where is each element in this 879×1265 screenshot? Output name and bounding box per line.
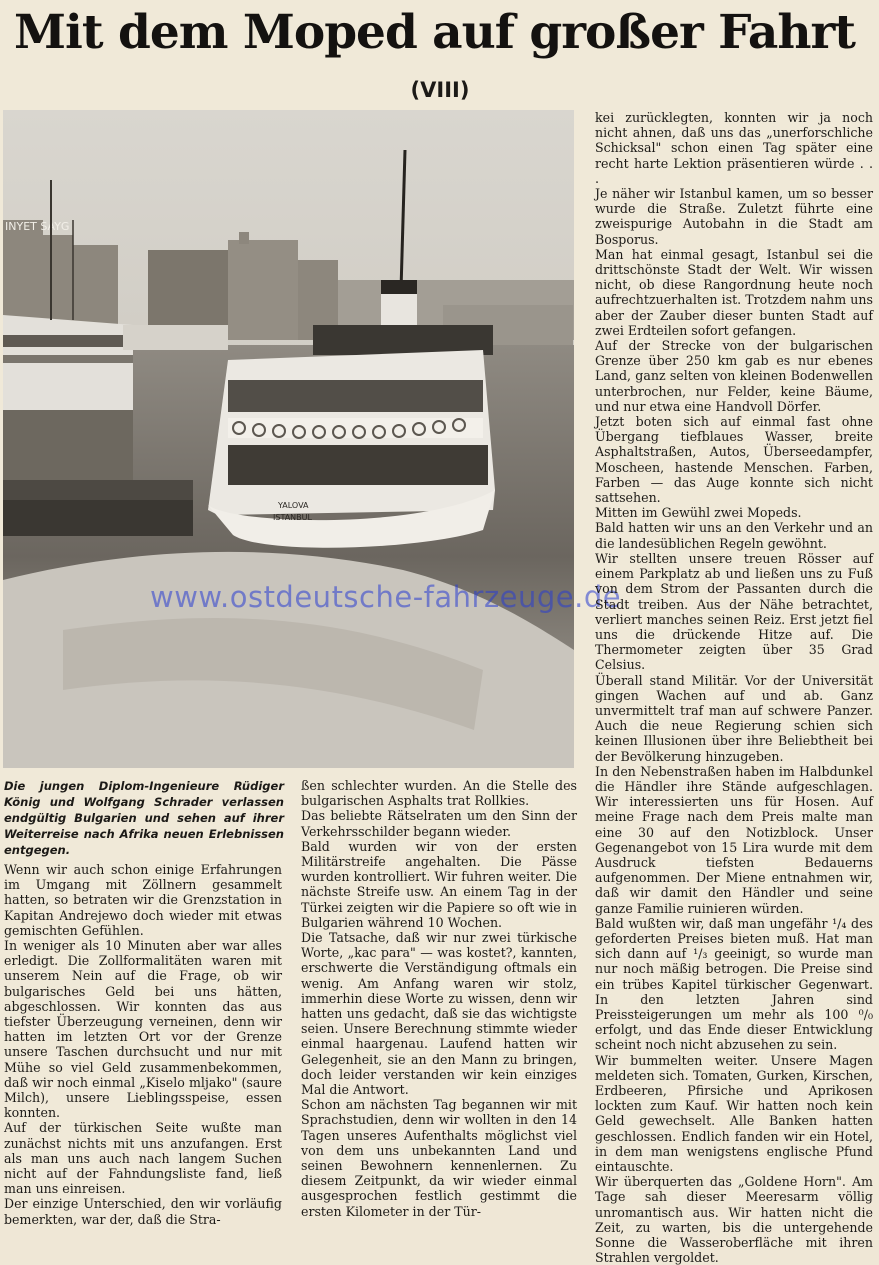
paragraph: Bald hatten wir uns an den Verkehr und an die landesüblichen Regeln gewöhnt. <box>595 520 873 551</box>
paragraph: kei zurücklegten, konnten wir ja noch nicht ahnen, daß uns das „unerforschliche Schicksal" schon einen Tag später eine recht harte Lektion präsentieren würde . . . <box>595 110 873 186</box>
paragraph: Auf der Strecke von der bulgarischen Grenze über 250 km gab es nur ebenes Land, ganz selten von kleinen Bodenwellen unterbrochen, nur Felder, keine Bäume, und nur etwa eine Handvoll Dörfer. <box>595 338 873 414</box>
paragraph: Jetzt boten sich auf einmal fast ohne Übergang tiefblaues Wasser, breite Asphaltstraßen, Autos, Überseedampfer, Moscheen, hastende Menschen. Farben, Farben — das Auge konnte sich nicht sattsehen. <box>595 414 873 506</box>
paragraph: Schon am nächsten Tag begannen wir mit Sprachstudien, denn wir wollten in den 14 Tagen unseres Aufenthalts möglichst viel von dem uns unbekannten Land und seinen Bewohnern kennenlernen. Zu diesem Zeitpunkt, da wir wieder einmal ausgesprochen festlich gestimmt die ersten Kilometer in der Tür- <box>301 1097 577 1219</box>
paragraph: Bald wurden wir von der ersten Militärstreife angehalten. Die Pässe wurden kontrolliert. Wir fuhren weiter. Die nächste Streife usw. An einem Tag in der Türkei zeigten wir die Papiere so oft wie in Bulgarien während 10 Wochen. <box>301 838 577 930</box>
paragraph: Die Tatsache, daß wir nur zwei türkische Worte, „kac para" — was kostet?, kannten, erschwerte die Verständigung oftmals ein wenig. Am Anfang waren wir stolz, immerhin diese Worte zu wissen, denn wir hatten uns gedacht, daß sie das wichtigste seien. Unsere Berechnung stimmte wieder einmal haargenau. Laufend hatten wir Gelegenheit, sie an den Mann zu bringen, doch leider verstanden wir kein einziges Mal die Antwort. <box>301 930 577 1098</box>
paragraph: Wenn wir auch schon einige Erfahrungen im Umgang mit Zöllnern gesammelt hatten, so betraten wir die Grenzstation in Kapitan Andrejewo doch wieder mit etwas gemischten Gefühlen. <box>4 862 282 938</box>
building-sign: INYET SAYG <box>5 220 70 233</box>
paragraph: Wir überquerten das „Goldene Horn". Am Tage sah dieser Meeresarm völlig unromantisch aus. Wir hatten nicht die Zeit, zu warten, bis die untergehende Sonne die Wasseroberfläche mit ihren Strahlen vergoldet. <box>595 1174 873 1265</box>
headline: Mit dem Moped auf großer Fahrt <box>14 5 855 60</box>
paragraph: Je näher wir Istanbul kamen, um so besser wurde die Straße. Zuletzt führte eine zweispurige Autobahn in die Stadt am Bosporus. <box>595 186 873 247</box>
paragraph: Wir bummelten weiter. Unsere Magen meldeten sich. Tomaten, Gurken, Kirschen, Erdbeeren, Pfirsiche und Aprikosen lockten zum Kauf. Wir hatten noch kein Geld gewechselt. Alle Banken hatten geschlossen. Endlich fanden wir ein Hotel, in dem man wenigstens englische Pfund eintauschte. <box>595 1052 873 1175</box>
paragraph: In weniger als 10 Minuten aber war alles erledigt. Die Zollformalitäten waren mit unserem Nein auf die Frage, ob wir bulgarisches Geld bei uns hätten, abgeschlossen. Wir konnten das aus tiefster Überzeugung verneinen, denn wir hatten im letzten Ort vor der Grenze unsere Taschen durchsucht und nur mit Mühe so viel Geld zusammenbekommen, daß wir noch einmal „Kiselo mljako" (saure Milch), unsere Lieblingsspeise, essen konnten. <box>4 938 282 1121</box>
article-column-2 <box>301 778 577 1219</box>
paragraph: Das beliebte Rätselraten um den Sinn der Verkehrsschilder begann wieder. <box>301 808 577 839</box>
article-column-1 <box>4 862 282 1227</box>
ferry-photo <box>3 110 574 768</box>
paragraph: Auf der türkischen Seite wußte man zunächst nichts mit uns anzufangen. Erst als man uns auch nach langem Suchen nicht auf der Fahndungsliste fand, ließ man uns einreisen. <box>4 1120 282 1197</box>
part-number: (VIII) <box>410 78 470 102</box>
ferry-port: ISTANBUL <box>273 513 312 522</box>
paragraph: Überall stand Militär. Vor der Universität gingen Wachen auf und ab. Ganz unvermittelt traf man auf schwere Panzer. Auch die neue Regierung schien sich keinen Illusionen über ihre Beliebtheit bei der Bevölkerung hinzugeben. <box>595 672 873 764</box>
watermark: www.ostdeutsche-fahrzeuge.de <box>150 580 622 614</box>
paragraph: Der einzige Unterschied, den wir vorläufig bemerkten, war der, daß die Stra- <box>4 1196 282 1227</box>
ferry-name: YALOVA <box>278 501 309 510</box>
ferry-photo-illustration <box>3 110 574 768</box>
paragraph: Man hat einmal gesagt, Istanbul sei die drittschönste Stadt der Welt. Wir wissen nicht, ob diese Rangordnung heute noch aufrechtzuerhalten ist. Trotzdem nahm uns aber der Zauber dieser bunten Stadt auf zwei Erdteilen sofort gefangen. <box>595 246 873 338</box>
article-column-3 <box>595 110 873 1265</box>
paragraph: Wir stellten unsere treuen Rösser auf einem Parkplatz ab und ließen uns zu Fuß von dem Strom der Passanten durch die Stadt treiben. Aus der Nähe betrachtet, verliert manches seinen Reiz. Erst jetzt fiel uns die drückende Hitze auf. Die Thermometer zeigten über 35 Grad Celsius. <box>595 550 873 673</box>
paragraph: Mitten im Gewühl zwei Mopeds. <box>595 505 802 521</box>
paragraph: In den Nebenstraßen haben im Halbdunkel die Händler ihre Stände aufgeschlagen. Wir interessierten uns für Hosen. Auf meine Frage nach dem Preis malte man eine 30 auf den Notizblock. Unser Gegenangebot von 15 Lira wurde mit dem Ausdruck tiefsten Bedauerns aufgenommen. Der Miene entnahmen wir, daß wir damit den Händler und seine ganze Familie ruinieren würden. <box>595 763 873 916</box>
photo-caption: Die jungen Diplom-Ingenieure Rüdiger König und Wolfgang Schrader verlassen endgültig Bulgarien und sehen auf ihrer Weiterreise nach Afrika neuen Erlebnissen entgegen. <box>4 779 284 857</box>
paragraph: Bald wußten wir, daß man ungefähr ¹/₄ des geforderten Preises bieten muß. Hat man sich dann auf ¹/₃ geeinigt, so wurde man nur noch mäßig betrogen. Die Preise sind ein trübes Kapitel türkischer Gegenwart. In den letzten Jahren sind Preissteigerungen um mehr als 100 ⁰/₀ erfolgt, und das Ende dieser Entwicklung scheint noch nicht abzusehen zu sein. <box>595 915 873 1053</box>
paragraph: ßen schlechter wurden. An die Stelle des bulgarischen Asphalts trat Rollkies. <box>301 778 577 809</box>
